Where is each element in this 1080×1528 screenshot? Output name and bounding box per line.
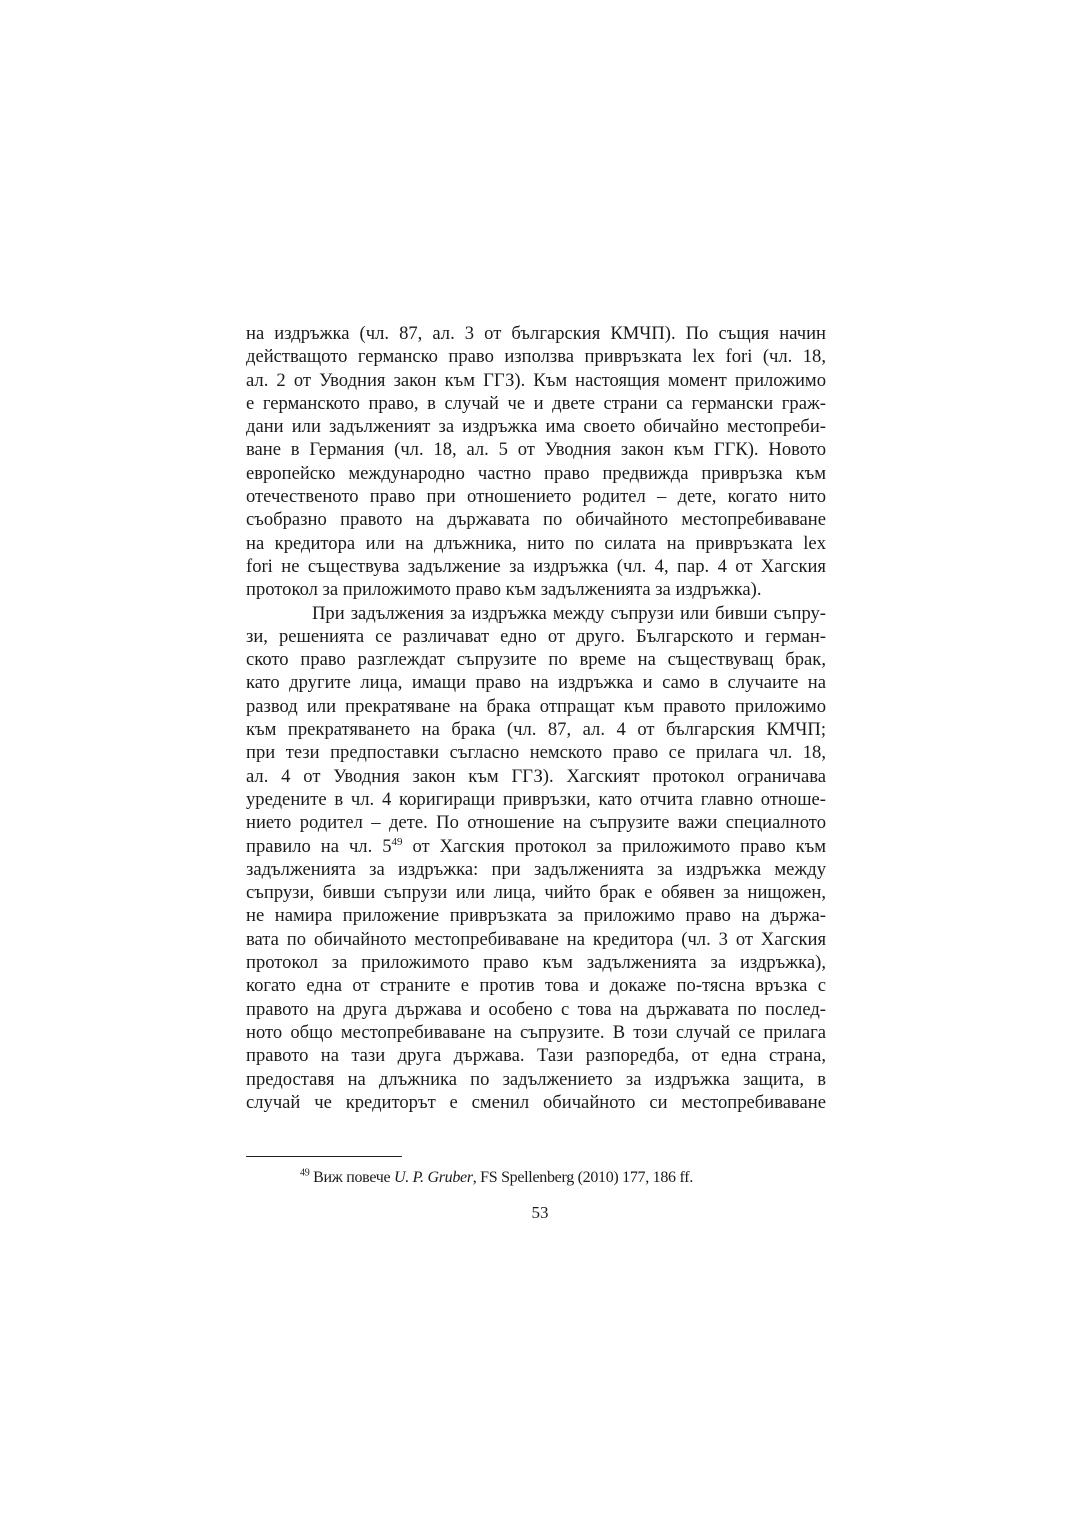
text-line: предоставя на длъжника по задължението за издръжка защита, в [246, 1068, 826, 1090]
text-line: не намира приложение привръзката за приложимо право на държа- [246, 905, 826, 927]
text-line: съобразно правото на държавата по обичайното местопребиваване [246, 509, 826, 531]
footnote-number: 49 [300, 1167, 310, 1179]
footnote-citation: , FS Spellenberg (2010) 177, 186 ff. [472, 1169, 693, 1186]
footnote-divider [246, 1156, 402, 1157]
text-line: ното общо местопребиваване на съпрузите. В този случай се прилага [246, 1021, 826, 1043]
text-line: уредените в чл. 4 коригиращи привръзки, като отчита главно отноше- [246, 788, 826, 810]
text-line: задълженията за издръжка: при задълженията за издръжка между [246, 858, 826, 880]
text-line: като другите лица, имащи право на издръжка и само в случаите на [246, 672, 826, 694]
text-fragment: от Хагския протокол за приложимото право към [412, 835, 827, 857]
text-line: случай че кредиторът е сменил обичайното си местопребиваване [246, 1091, 826, 1113]
text-line: при тези предпоставки съгласно немското право се прилага чл. 18, [246, 742, 826, 764]
text-line: правото на тази друга държава. Тази разпоредба, от една страна, [246, 1045, 826, 1067]
page-number: 53 [531, 1203, 549, 1222]
text-line: fori не съществува задължение за издръжка (чл. 4, пар. 4 от Хагския [246, 555, 826, 577]
text-line-with-footnote [246, 835, 826, 858]
body-text [246, 322, 826, 1114]
text-fragment: правило на чл. 5 [246, 835, 392, 857]
text-line: съпрузи, бивши съпрузи или лица, чийто брак е обявен за нищожен, [246, 882, 826, 904]
footnote [300, 1168, 693, 1188]
text-line: на издръжка (чл. 87, ал. 3 от българския КМЧП). По същия начин [246, 323, 826, 344]
text-line: протокол за приложимото право към задълженията за издръжка). [246, 579, 762, 601]
footnote-reference[interactable]: 49 [391, 835, 403, 848]
footnote-author: U. P. Gruber [393, 1169, 473, 1186]
text-line: вата по обичайното местопребиваване на кредитора (чл. 3 от Хагския [246, 928, 826, 950]
text-line: когато една от страните е против това и докаже по-тясна връзка с [246, 975, 826, 997]
text-line: развод или прекратяване на брака отпращат към правото приложимо [246, 695, 826, 717]
text-line: ване в Германия (чл. 18, ал. 5 от Уводния закон към ГГК). Новото [246, 439, 826, 461]
text-line: действащото германско право използва привръзката lex fori (чл. 18, [246, 346, 826, 368]
text-line: европейско международно частно право предвижда привръзка към [246, 462, 826, 484]
text-line: отечественото право при отношението родител – дете, когато нито [246, 486, 826, 508]
text-line: протокол за приложимото право към задълженията за издръжка), [246, 952, 826, 974]
footnote-prefix: Виж повече [313, 1169, 391, 1186]
text-line: към прекратяването на брака (чл. 87, ал. 4 от българския КМЧП; [246, 719, 826, 741]
text-line: ал. 2 от Уводния закон към ГГЗ). Към настоящия момент приложимо [246, 369, 826, 391]
text-line: нието родител – дете. По отношение на съпрузите важи специалното [246, 812, 826, 834]
text-line: ал. 4 от Уводния закон към ГГЗ). Хагският протокол ограничава [246, 765, 826, 787]
text-line: зи, решенията се различават едно от друго. Българското и герман- [246, 625, 826, 647]
text-line: правото на друга държава и особено с това на държавата по послед- [246, 998, 826, 1020]
text-line: дани или задълженият за издръжка има своето обичайно местопреби- [246, 416, 826, 438]
paragraph-first-line: При задължения за издръжка между съпрузи или бивши съпру- [312, 602, 826, 624]
text-line: е германското право, в случай че и двете страни са германски граж- [246, 392, 826, 414]
text-line: ското право разглеждат съпрузите по време на съществуващ брак, [246, 649, 826, 671]
text-line: на кредитора или на длъжника, нито по силата на привръзката lex [246, 532, 826, 554]
